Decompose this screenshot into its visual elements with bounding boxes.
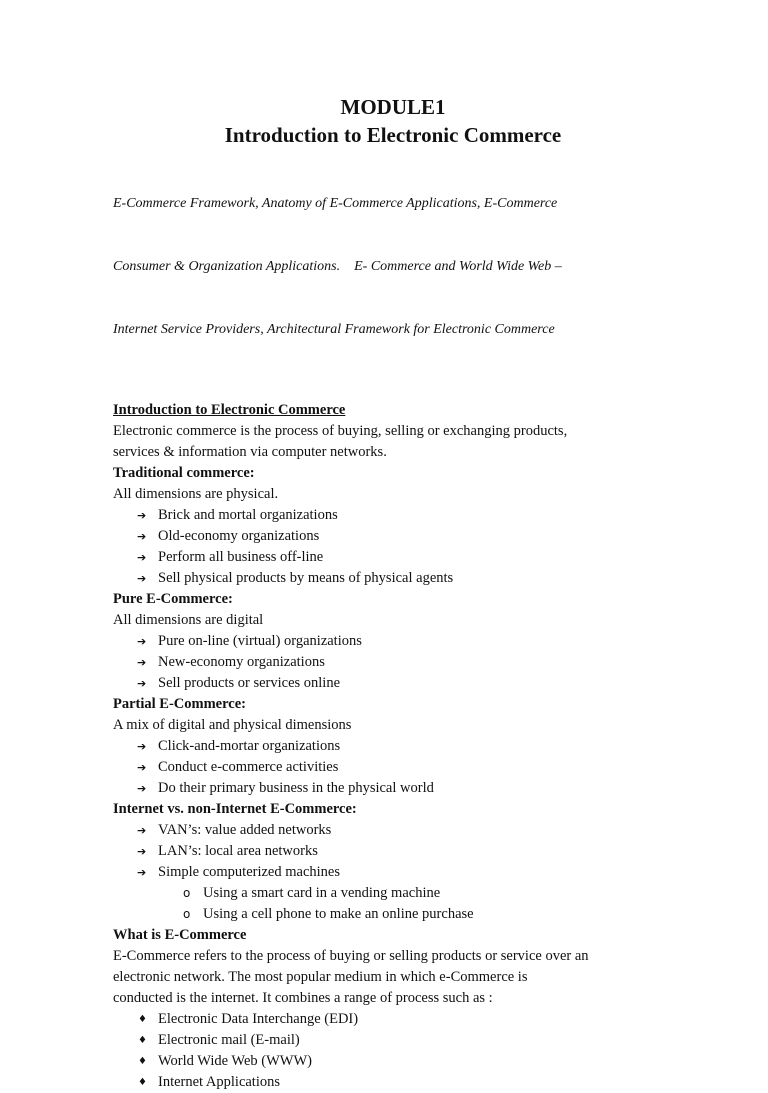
diamond-bullet-icon: ♦: [138, 1077, 147, 1088]
list-item-text: Using a cell phone to make an online purchase: [203, 906, 474, 922]
arrow-bullet-icon: ➔: [137, 677, 147, 690]
internet-list: [113, 820, 673, 883]
list-item: [113, 1030, 673, 1051]
list-item: [113, 652, 673, 673]
list-item-text: VAN’s: value added networks: [158, 822, 332, 838]
list-item-text: Internet Applications: [158, 1074, 281, 1090]
arrow-bullet-icon: ➔: [137, 635, 147, 648]
list-item-text: Simple computerized machines: [158, 864, 341, 880]
list-item-text: World Wide Web (WWW): [158, 1053, 312, 1069]
abstract-line: Consumer & Organization Applications. E- Commerce and World Wide Web –: [113, 259, 562, 274]
list-item: [113, 1051, 673, 1072]
list-item: [113, 505, 673, 526]
abstract-line: E-Commerce Framework, Anatomy of E-Commerce Applications, E-Commerce: [113, 196, 558, 211]
traditional-heading: Traditional commerce:: [113, 465, 255, 481]
module-abstract: [113, 151, 673, 382]
intro-line: services & information via computer networks.: [113, 444, 387, 460]
arrow-bullet-icon: ➔: [137, 656, 147, 669]
list-item-text: Electronic mail (E-mail): [158, 1032, 300, 1048]
partial-list: [113, 736, 673, 799]
sub-list-item: [113, 904, 673, 925]
list-item: [113, 778, 673, 799]
arrow-bullet-icon: ➔: [137, 572, 147, 585]
what-line: electronic network. The most popular medium in which e-Commerce is: [113, 969, 528, 985]
list-item-text: Old-economy organizations: [158, 528, 320, 544]
list-item: [113, 547, 673, 568]
list-item-text: Perform all business off-line: [158, 549, 324, 565]
traditional-list: [113, 505, 673, 589]
arrow-bullet-icon: ➔: [137, 509, 147, 522]
list-item-text: LAN’s: local area networks: [158, 843, 318, 859]
pure-heading: Pure E-Commerce:: [113, 591, 233, 607]
what-heading: What is E-Commerce: [113, 927, 247, 943]
partial-desc: A mix of digital and physical dimensions: [113, 717, 352, 733]
list-item: [113, 1009, 673, 1030]
list-item: [113, 631, 673, 652]
partial-heading: Partial E-Commerce:: [113, 696, 246, 712]
list-item: [113, 673, 673, 694]
arrow-bullet-icon: ➔: [137, 845, 147, 858]
list-item-text: Conduct e-commerce activities: [158, 759, 339, 775]
arrow-bullet-icon: ➔: [137, 761, 147, 774]
what-line: conducted is the internet. It combines a range of process such as :: [113, 990, 493, 1006]
what-line: E-Commerce refers to the process of buying or selling products or service over an: [113, 948, 589, 964]
list-item: [113, 862, 673, 883]
pure-list: [113, 631, 673, 694]
arrow-bullet-icon: ➔: [137, 824, 147, 837]
list-item: [113, 568, 673, 589]
module-subtitle: Introduction to Electronic Commerce: [224, 123, 562, 147]
diamond-bullet-icon: ♦: [138, 1014, 147, 1025]
arrow-bullet-icon: ➔: [137, 740, 147, 753]
list-item-text: Pure on-line (virtual) organizations: [158, 633, 362, 649]
list-item-text: Electronic Data Interchange (EDI): [158, 1011, 359, 1027]
module-title: MODULE1: [340, 95, 446, 119]
list-item-text: Click-and-mortar organizations: [158, 738, 341, 754]
diamond-bullet-icon: ♦: [138, 1035, 147, 1046]
internet-sublist: [113, 883, 673, 925]
arrow-bullet-icon: ➔: [137, 782, 147, 795]
internet-heading: Internet vs. non-Internet E-Commerce:: [113, 801, 357, 817]
list-item-text: Brick and mortal organizations: [158, 507, 338, 523]
intro-line: Electronic commerce is the process of buying, selling or exchanging products,: [113, 423, 568, 439]
list-item: [113, 841, 673, 862]
list-item-text: Using a smart card in a vending machine: [203, 885, 441, 901]
intro-heading: Introduction to Electronic Commerce: [113, 402, 346, 418]
pure-desc: All dimensions are digital: [113, 612, 264, 628]
arrow-bullet-icon: ➔: [137, 551, 147, 564]
arrow-bullet-icon: ➔: [137, 866, 147, 879]
what-list: [113, 1009, 673, 1093]
arrow-bullet-icon: ➔: [137, 530, 147, 543]
list-item: [113, 526, 673, 547]
list-item-text: Do their primary business in the physical world: [158, 780, 434, 796]
list-item: [113, 820, 673, 841]
list-item-text: Sell products or services online: [158, 675, 341, 691]
circle-bullet-icon: o: [183, 886, 191, 900]
circle-bullet-icon: o: [183, 907, 191, 921]
list-item-text: New-economy organizations: [158, 654, 325, 670]
list-item: [113, 1072, 673, 1093]
traditional-desc: All dimensions are physical.: [113, 486, 279, 502]
document-page: [113, 94, 673, 1093]
list-item: [113, 757, 673, 778]
diamond-bullet-icon: ♦: [138, 1056, 147, 1067]
list-item: [113, 736, 673, 757]
list-item-text: Sell physical products by means of physical agents: [158, 570, 454, 586]
abstract-line: Internet Service Providers, Architectural Framework for Electronic Commerce: [113, 322, 555, 337]
sub-list-item: [113, 883, 673, 904]
